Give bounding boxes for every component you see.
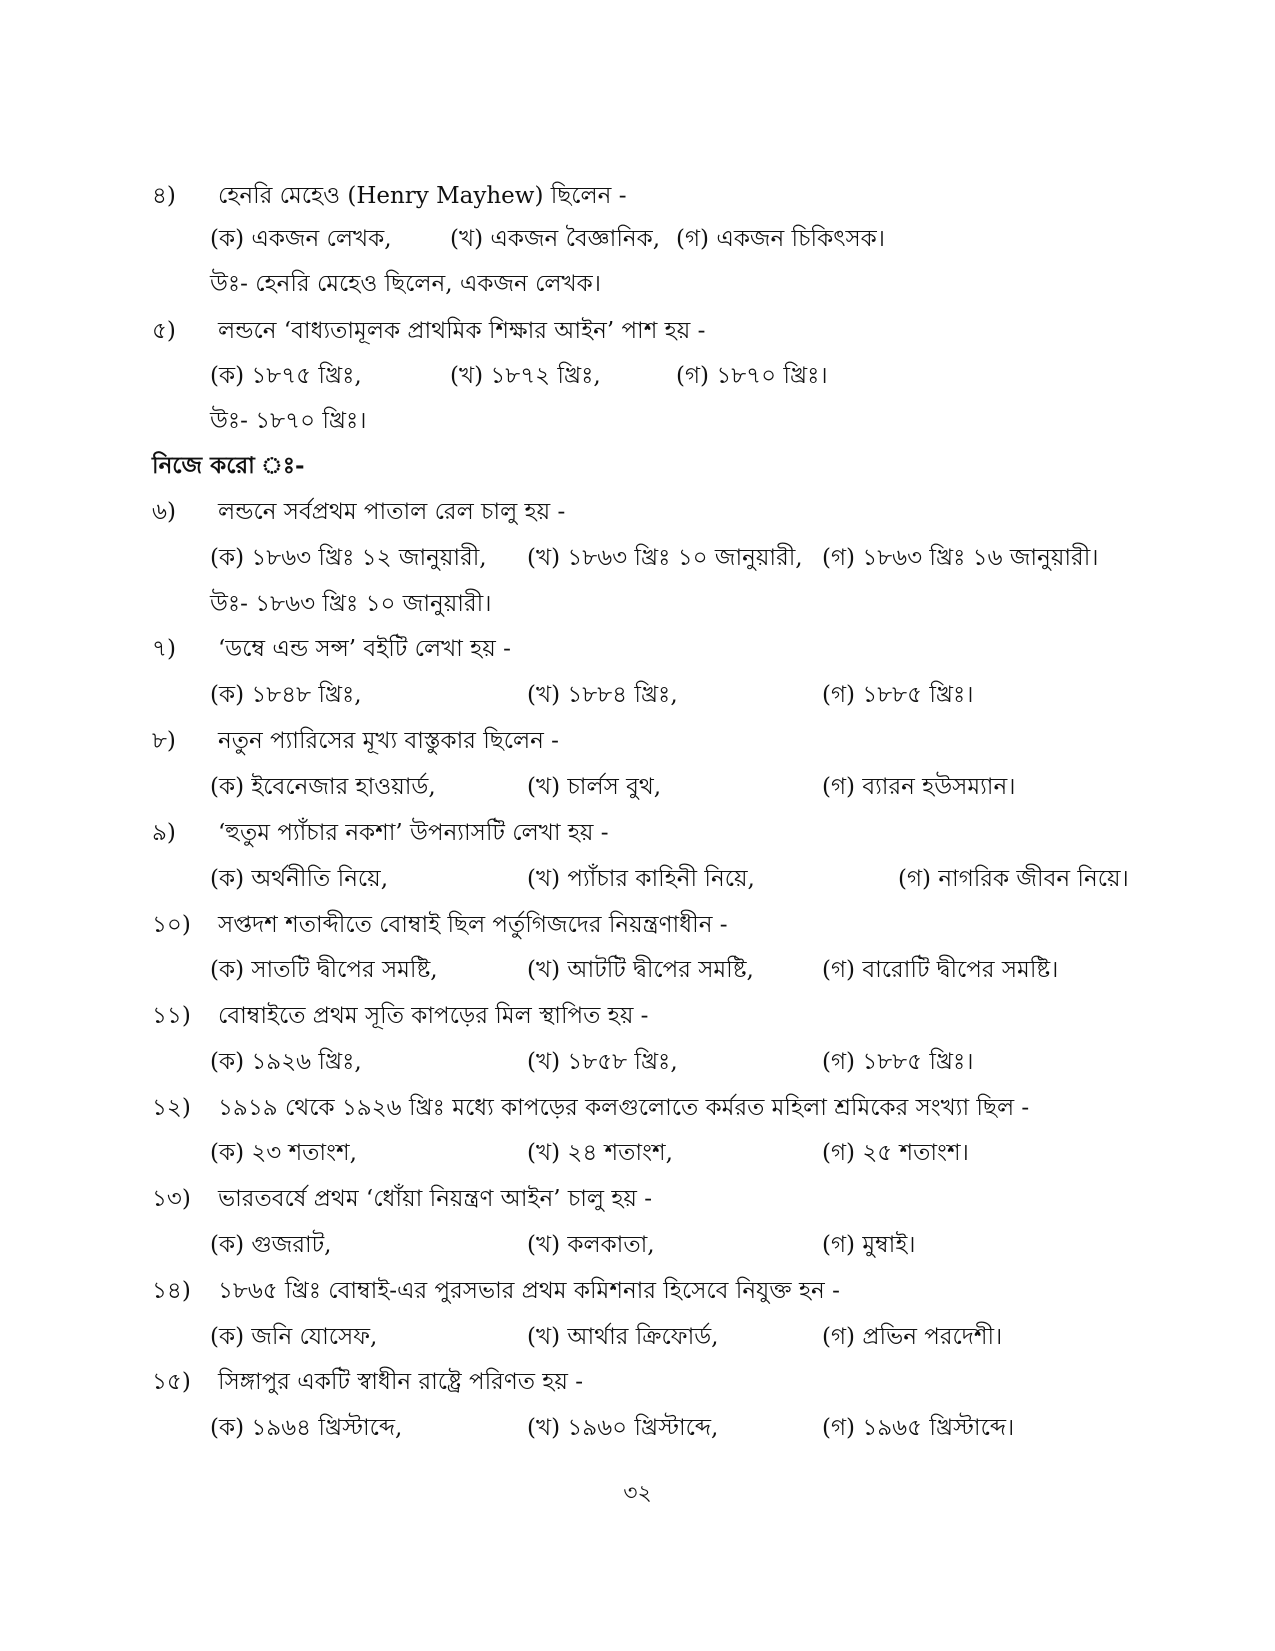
question-text: ‘হুতুম প্যাঁচার নকশা’ উপন্যাসটি লেখা হয় - [218,820,609,846]
option-ga: (গ) ১৮৮৫ খ্রিঃ। [822,682,974,708]
option-kha: (খ) চার্লস বুথ, [527,774,662,800]
question-text: বোম্বাইতে প্রথম সূতি কাপড়ের মিল স্থাপিত হয় - [218,1003,649,1029]
option-kha: (খ) ১৮৬৩ খ্রিঃ ১০ জানুয়ারী, [527,545,803,571]
question-text: ১৮৬৫ খ্রিঃ বোম্বাই-এর পুরসভার প্রথম কমিশনার হিসেবে নিযুক্ত হন - [218,1278,840,1304]
page-number: ৩২ [623,1481,652,1506]
option-ga: (গ) একজন চিকিৎসক। [676,226,886,252]
option-ga: (গ) বারোটি দ্বীপের সমষ্টি। [822,957,1059,983]
answer-text: উঃ- ১৮৭০ খ্রিঃ। [210,408,367,434]
option-ga: (গ) মুম্বাই। [822,1232,916,1258]
option-ga: (গ) ১৮৭০ খ্রিঃ। [676,363,828,389]
question-number: ৪) [152,183,176,209]
question-number: ১৩) [152,1186,191,1212]
option-ga: (গ) ২৫ শতাংশ। [822,1140,969,1166]
option-kha: (খ) ১৮৮৪ খ্রিঃ, [527,682,678,708]
option-ka: (ক) অর্থনীতি নিয়ে, [210,866,389,892]
question-text: নতুন প্যারিসের মূখ্য বাস্তুকার ছিলেন - [218,728,559,754]
option-ka: (ক) একজন লেখক, [210,226,392,252]
question-text: হেনরি মেহেও (Henry Mayhew) ছিলেন - [218,183,627,209]
question-text: ভারতবর্ষে প্রথম ‘ধোঁয়া নিয়ন্ত্রণ আইন’ চালু হয় - [218,1186,653,1212]
option-kha: (খ) ১৮৭২ খ্রিঃ, [450,363,601,389]
option-ka: (ক) সাতটি দ্বীপের সমষ্টি, [210,957,438,983]
option-ka: (ক) ১৯৬৪ খ্রিস্টাব্দে, [210,1415,403,1441]
question-number: ৫) [152,318,176,344]
option-ka: (ক) ইবেনেজার হাওয়ার্ড, [210,774,436,800]
option-kha: (খ) ১৮৫৮ খ্রিঃ, [527,1049,678,1075]
question-number: ১২) [152,1095,191,1121]
option-ga: (গ) ব্যারন হউসম্যান। [822,774,1016,800]
option-ka: (ক) ১৮৭৫ খ্রিঃ, [210,363,362,389]
option-ka: (ক) ২৩ শতাংশ, [210,1140,357,1166]
answer-text: উঃ- হেনরি মেহেও ছিলেন, একজন লেখক। [210,271,601,297]
answer-text: উঃ- ১৮৬৩ খ্রিঃ ১০ জানুয়ারী। [210,591,492,617]
option-ka: (ক) ১৮৪৮ খ্রিঃ, [210,682,362,708]
option-ka: (ক) গুজরাট, [210,1232,332,1258]
question-number: ১১) [152,1003,191,1029]
question-text: সপ্তদশ শতাব্দীতে বোম্বাই ছিল পর্তুগিজদের নিয়ন্ত্রণাধীন - [218,912,728,938]
option-kha: (খ) আর্থার ক্রিফোর্ড, [527,1324,719,1350]
question-text: লন্ডনে ‘বাধ্যতামূলক প্রাথমিক শিক্ষার আইন’ পাশ হয় - [218,318,706,344]
question-number: ৭) [152,636,176,662]
option-kha: (খ) আটটি দ্বীপের সমষ্টি, [527,957,754,983]
option-kha: (খ) কলকাতা, [527,1232,655,1258]
option-ka: (ক) জনি যোসেফ, [210,1324,378,1350]
question-number: ৬) [152,499,176,525]
question-number: ৯) [152,820,176,846]
option-ga: (গ) ১৮৮৫ খ্রিঃ। [822,1049,974,1075]
option-kha: (খ) ১৯৬০ খ্রিস্টাব্দে, [527,1415,719,1441]
option-ka: (ক) ১৯২৬ খ্রিঃ, [210,1049,362,1075]
option-ga: (গ) নাগরিক জীবন নিয়ে। [898,866,1129,892]
option-ga: (গ) প্রভিন পরদেশী। [822,1324,1003,1350]
option-kha: (খ) প্যাঁচার কাহিনী নিয়ে, [527,866,755,892]
option-ga: (গ) ১৯৬৫ খ্রিস্টাব্দে। [822,1415,1015,1441]
question-text: ১৯১৯ থেকে ১৯২৬ খ্রিঃ মধ্যে কাপড়ের কলগুলোতে কর্মরত মহিলা শ্রমিকের সংখ্যা ছিল - [218,1095,1030,1121]
question-number: ৮) [152,728,176,754]
question-text: ‘ডম্বে এন্ড সন্স’ বইটি লেখা হয় - [218,636,511,662]
option-kha: (খ) একজন বৈজ্ঞানিক, [450,226,661,252]
question-number: ১৪) [152,1278,191,1304]
option-kha: (খ) ২৪ শতাংশ, [527,1140,673,1166]
heading-text: নিজে করো ঃ- [152,452,305,479]
option-ka: (ক) ১৮৬৩ খ্রিঃ ১২ জানুয়ারী, [210,545,487,571]
question-number: ১০) [152,912,191,938]
question-text: সিঙ্গাপুর একটি স্বাধীন রাষ্ট্রে পরিণত হয় - [218,1369,584,1395]
question-number: ১৫) [152,1369,191,1395]
question-text: লন্ডনে সর্বপ্রথম পাতাল রেল চালু হয় - [218,499,566,525]
option-ga: (গ) ১৮৬৩ খ্রিঃ ১৬ জানুয়ারী। [822,545,1099,571]
